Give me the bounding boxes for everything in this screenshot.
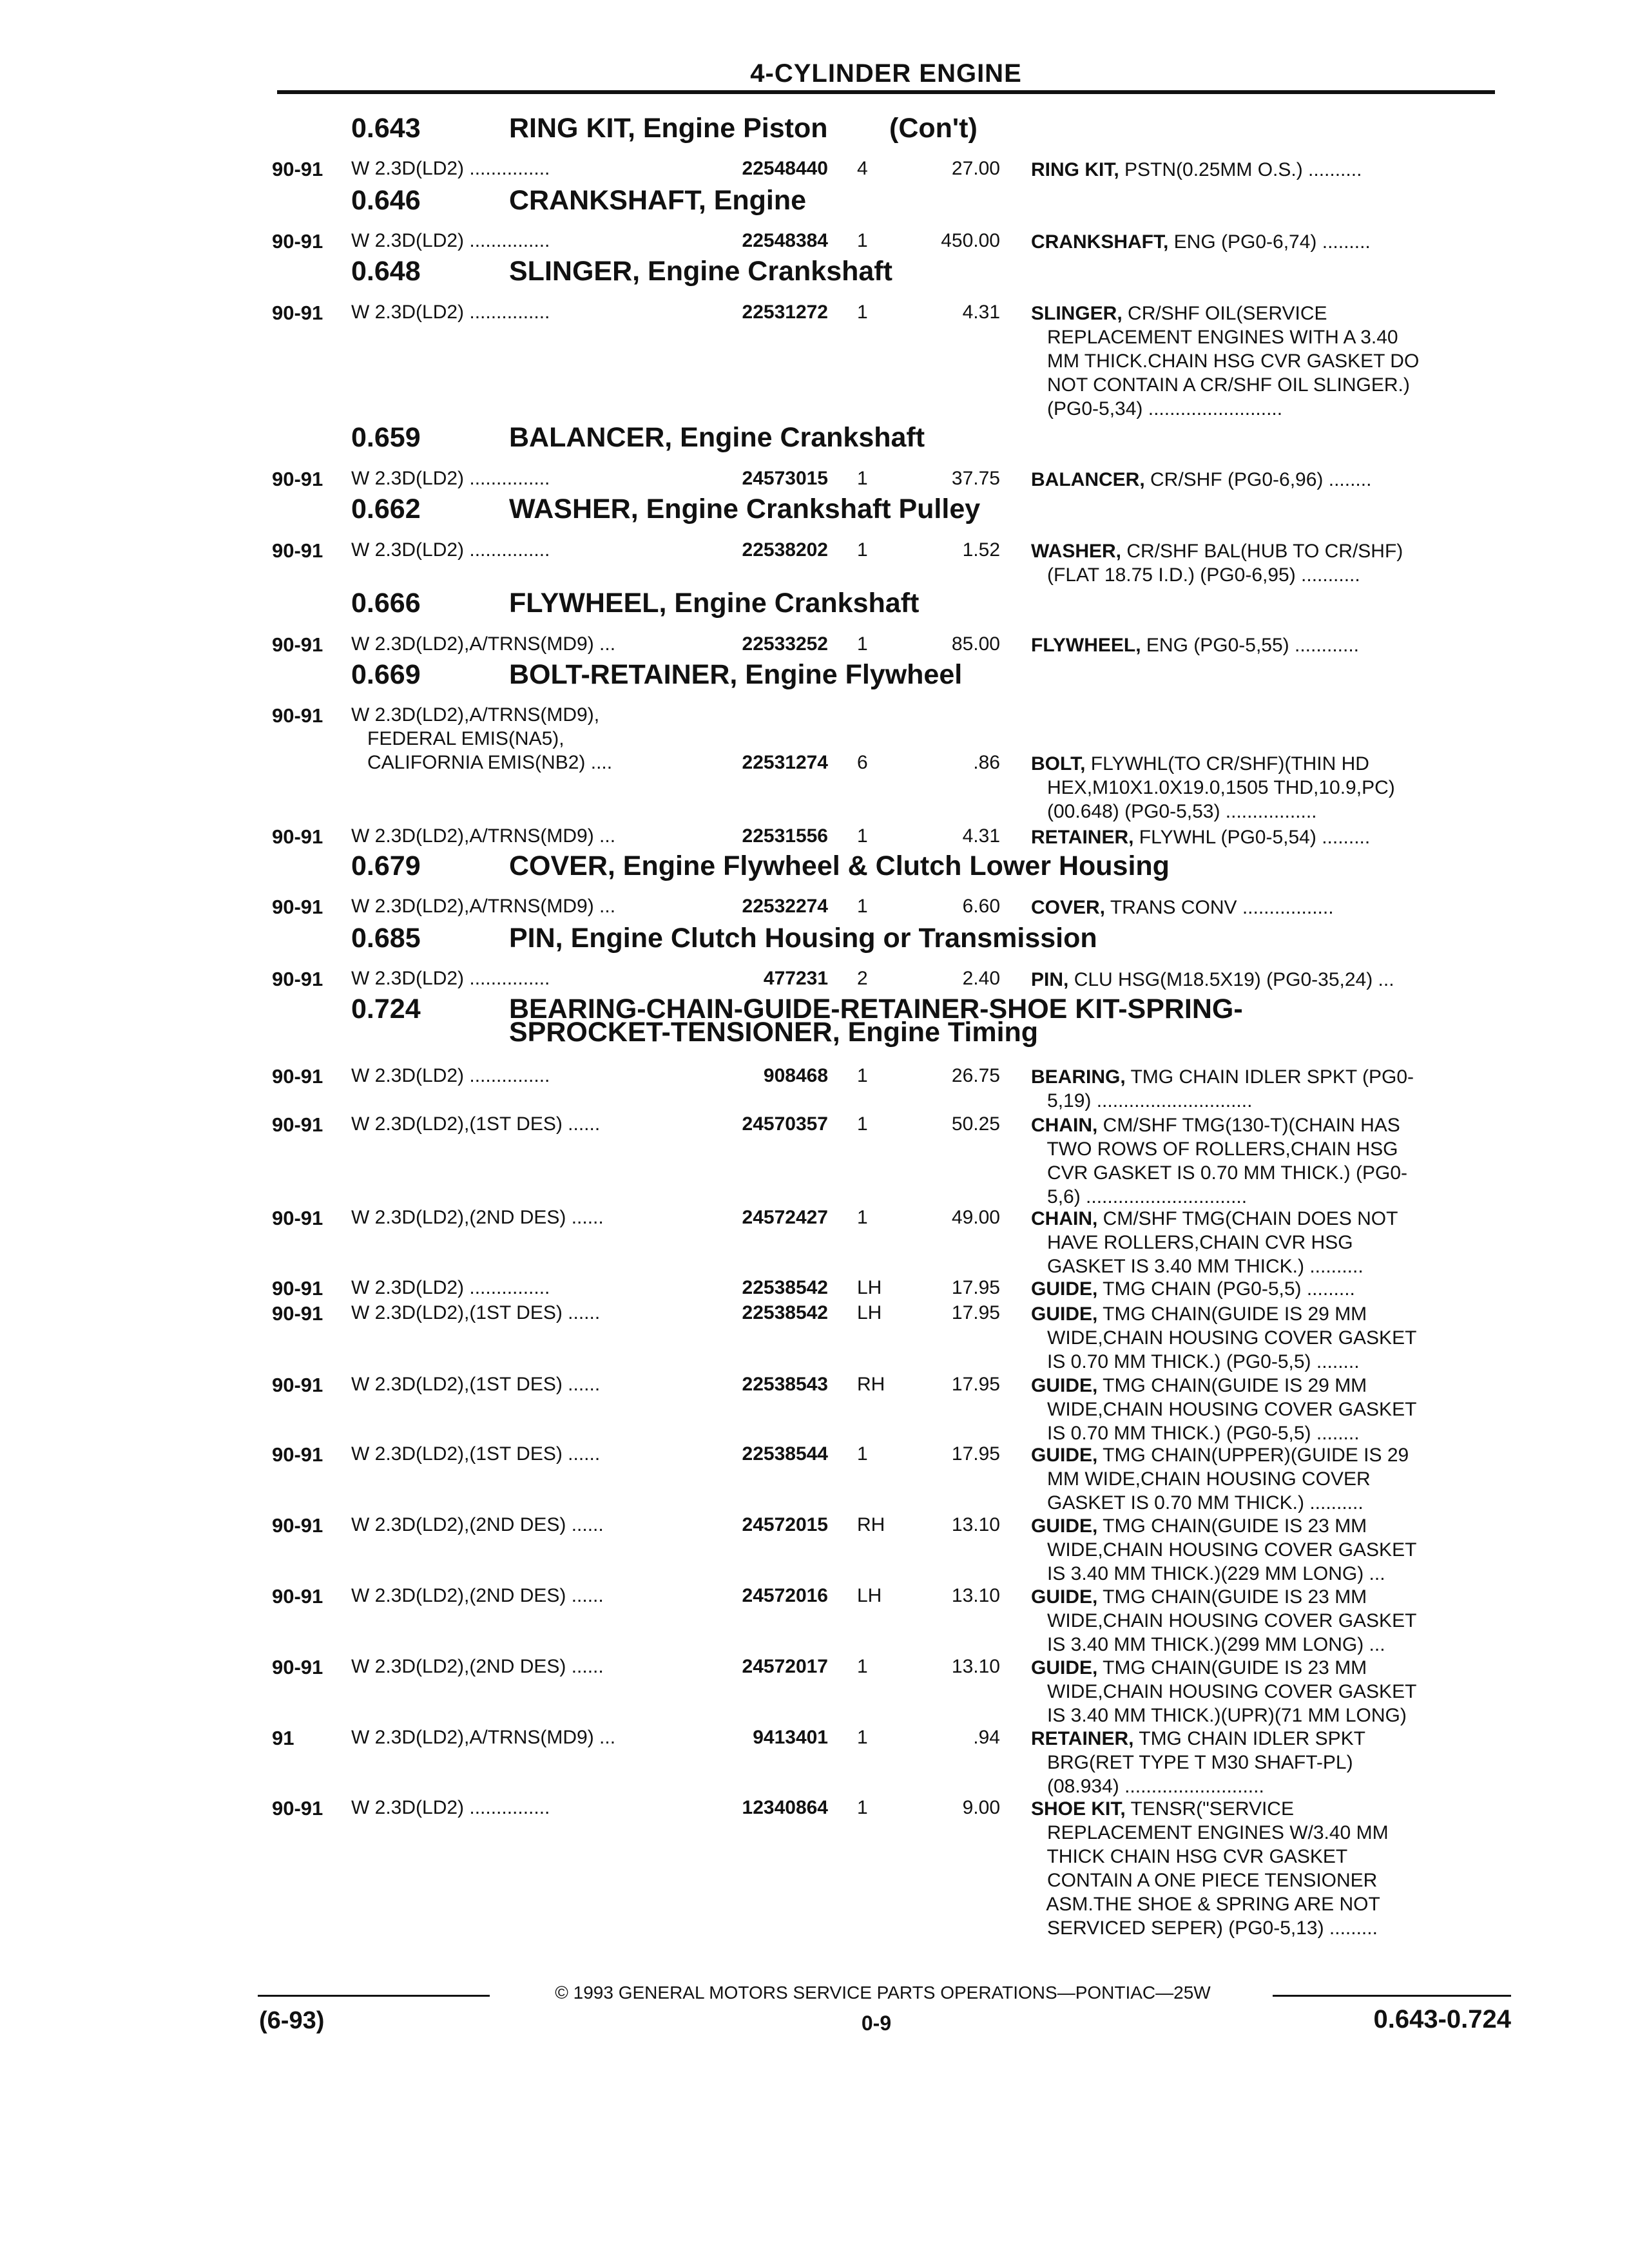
description-line xyxy=(1031,825,1370,849)
description-line xyxy=(1031,373,1419,397)
model-year: 90-91 xyxy=(272,539,323,562)
description-line xyxy=(1031,1231,1398,1254)
quantity: 2 xyxy=(857,968,868,989)
section-title: WASHER, Engine Crankshaft Pulley xyxy=(509,494,981,524)
model-year: 90-91 xyxy=(272,1065,323,1088)
description-line xyxy=(1031,1491,1409,1515)
price: 17.95 xyxy=(951,1443,1000,1465)
section-title: BEARING-CHAIN-GUIDE-RETAINER-SHOE KIT-SPRING- xyxy=(509,994,1243,1024)
description-text: TMG CHAIN(GUIDE IS 23 MM xyxy=(1097,1515,1367,1537)
description-lead: GUIDE, xyxy=(1031,1515,1098,1537)
model-year: 90-91 xyxy=(272,1797,323,1820)
description-line xyxy=(1031,752,1395,776)
description-text: CM/SHF TMG(CHAIN DOES NOT xyxy=(1097,1208,1398,1229)
quantity: 1 xyxy=(857,1727,868,1748)
description-line xyxy=(1031,1633,1416,1657)
application: W 2.3D(LD2) ............... xyxy=(351,968,550,989)
description-text: 5,19) ............................. xyxy=(1031,1090,1253,1111)
model-year: 90-91 xyxy=(272,1374,323,1396)
description-lead: BEARING, xyxy=(1031,1066,1126,1088)
part-number: 24570357 xyxy=(742,1113,828,1135)
description-line xyxy=(1031,1254,1398,1278)
description-text: CM/SHF TMG(130-T)(CHAIN HAS xyxy=(1097,1115,1400,1136)
model-year: 91 xyxy=(272,1727,294,1749)
description-line xyxy=(1031,230,1371,254)
description-lead: GUIDE, xyxy=(1031,1586,1098,1608)
part-number: 22538542 xyxy=(742,1277,828,1298)
footer-rule-right xyxy=(1273,1995,1511,1997)
description-text: TMG CHAIN(GUIDE IS 23 MM xyxy=(1097,1586,1367,1608)
application: W 2.3D(LD2) ............... xyxy=(351,1065,550,1086)
description-text: GASKET IS 3.40 MM THICK.) .......... xyxy=(1031,1256,1364,1277)
description-lead: COVER, xyxy=(1031,897,1106,918)
description-line xyxy=(1031,1845,1389,1869)
quantity: 1 xyxy=(857,1797,868,1818)
description-text: ENG (PG0-6,74) ......... xyxy=(1168,231,1371,253)
description-text: 5,6) .............................. xyxy=(1031,1186,1248,1207)
section-number: 0.643 xyxy=(351,113,421,144)
price: 13.10 xyxy=(951,1585,1000,1606)
description-text: CR/SHF (PG0-6,96) ........ xyxy=(1144,469,1372,490)
description-line xyxy=(1031,158,1362,182)
model-year: 90-91 xyxy=(272,1302,323,1325)
description-text: FLYWHL(TO CR/SHF)(THIN HD xyxy=(1085,753,1369,774)
description-line xyxy=(1031,1065,1414,1089)
section-number: 0.646 xyxy=(351,185,421,216)
description-line xyxy=(1031,1350,1416,1374)
description-line xyxy=(1031,563,1403,587)
description-text: IS 0.70 MM THICK.) (PG0-5,5) ........ xyxy=(1031,1351,1360,1372)
application: W 2.3D(LD2),A/TRNS(MD9) ... xyxy=(351,633,616,655)
price: 6.60 xyxy=(962,896,1000,917)
description-text: CR/SHF OIL(SERVICE xyxy=(1122,303,1327,324)
part-description xyxy=(1031,1207,1398,1278)
model-year: 90-91 xyxy=(272,1113,323,1136)
description-lead: GUIDE, xyxy=(1031,1375,1098,1396)
application: W 2.3D(LD2),(2ND DES) ...... xyxy=(351,1207,604,1228)
application: W 2.3D(LD2) ............... xyxy=(351,230,550,251)
quantity: 1 xyxy=(857,468,868,489)
description-lead: SLINGER, xyxy=(1031,303,1123,324)
description-text: ENG (PG0-5,55) ............ xyxy=(1141,635,1360,656)
price: 85.00 xyxy=(951,633,1000,655)
description-line xyxy=(1031,325,1419,349)
part-number: 22533252 xyxy=(742,633,828,655)
description-lead: RETAINER, xyxy=(1031,1728,1134,1749)
description-line xyxy=(1031,1113,1407,1137)
footer-copyright: © 1993 GENERAL MOTORS SERVICE PARTS OPERATIONS—PONTIAC—25W xyxy=(555,1983,1211,2003)
description-text: IS 3.40 MM THICK.)(299 MM LONG) ... xyxy=(1031,1634,1385,1655)
part-description xyxy=(1031,302,1419,421)
description-text: MM THICK.CHAIN HSG CVR GASKET DO xyxy=(1031,351,1420,372)
price: 27.00 xyxy=(951,158,1000,179)
description-line xyxy=(1031,1916,1389,1940)
description-text: TRANS CONV ................. xyxy=(1105,897,1334,918)
quantity: 6 xyxy=(857,752,868,773)
model-year: 90-91 xyxy=(272,230,323,253)
description-lead: CRANKSHAFT, xyxy=(1031,231,1169,253)
section-title: BALANCER, Engine Crankshaft xyxy=(509,422,925,453)
part-description xyxy=(1031,633,1359,657)
section-number: 0.685 xyxy=(351,923,421,954)
description-line xyxy=(1031,776,1395,800)
part-description xyxy=(1031,230,1371,254)
price: 2.40 xyxy=(962,968,1000,989)
application: W 2.3D(LD2),(1ST DES) ...... xyxy=(351,1302,601,1323)
application: W 2.3D(LD2),(1ST DES) ...... xyxy=(351,1113,601,1135)
description-line xyxy=(1031,1751,1365,1774)
description-text: TENSR("SERVICE xyxy=(1125,1798,1294,1820)
application: W 2.3D(LD2) ............... xyxy=(351,302,550,323)
part-description xyxy=(1031,1656,1416,1727)
description-line xyxy=(1031,302,1419,325)
description-line xyxy=(1031,1089,1414,1113)
price: 4.31 xyxy=(962,302,1000,323)
description-text: REPLACEMENT ENGINES WITH A 3.40 xyxy=(1031,327,1398,348)
description-lead: SHOE KIT, xyxy=(1031,1798,1126,1820)
section-title: COVER, Engine Flywheel & Clutch Lower Housing xyxy=(509,850,1170,881)
section-title: FLYWHEEL, Engine Crankshaft xyxy=(509,588,920,619)
application: W 2.3D(LD2) ............... xyxy=(351,468,550,489)
model-year: 90-91 xyxy=(272,896,323,918)
description-lead: CHAIN, xyxy=(1031,1115,1098,1136)
description-text: REPLACEMENT ENGINES W/3.40 MM xyxy=(1031,1822,1389,1843)
description-text: TMG CHAIN(GUIDE IS 29 MM xyxy=(1097,1303,1367,1325)
description-line xyxy=(1031,1609,1416,1633)
description-line xyxy=(1031,1443,1409,1467)
description-line xyxy=(1031,1797,1389,1821)
price: 17.95 xyxy=(951,1302,1000,1323)
description-text: TWO ROWS OF ROLLERS,CHAIN HSG xyxy=(1031,1139,1398,1160)
description-text: TMG CHAIN(UPPER)(GUIDE IS 29 xyxy=(1097,1445,1409,1466)
section-number: 0.679 xyxy=(351,850,421,881)
model-year: 90-91 xyxy=(272,1207,323,1229)
quantity: 1 xyxy=(857,302,868,323)
description-text: HEX,M10X1.0X19.0,1505 THD,10.9,PC) xyxy=(1031,777,1395,798)
section-title-line2: SPROCKET-TENSIONER, Engine Timing xyxy=(509,1017,1039,1048)
part-number: 22538544 xyxy=(742,1443,828,1465)
header-rule xyxy=(277,90,1495,94)
description-line xyxy=(1031,1869,1389,1892)
description-line xyxy=(1031,800,1395,823)
description-lead: GUIDE, xyxy=(1031,1445,1098,1466)
description-text: PSTN(0.25MM O.S.) .......... xyxy=(1119,159,1362,180)
part-description xyxy=(1031,1302,1416,1374)
description-line xyxy=(1031,1514,1416,1538)
part-description xyxy=(1031,1277,1355,1301)
section-title: BOLT-RETAINER, Engine Flywheel xyxy=(509,659,963,690)
description-text: SERVICED SEPER) (PG0-5,13) ......... xyxy=(1031,1917,1378,1939)
description-lead: RING KIT, xyxy=(1031,159,1119,180)
model-year: 90-91 xyxy=(272,158,323,180)
description-text: (00.648) (PG0-5,53) ................. xyxy=(1031,801,1317,822)
description-lead: GUIDE, xyxy=(1031,1657,1098,1678)
model-year: 90-91 xyxy=(272,1443,323,1466)
description-text: NOT CONTAIN A CR/SHF OIL SLINGER.) xyxy=(1031,374,1410,396)
application: W 2.3D(LD2),A/TRNS(MD9) ... xyxy=(351,896,616,917)
application: W 2.3D(LD2),(1ST DES) ...... xyxy=(351,1443,601,1465)
description-line xyxy=(1031,1892,1389,1916)
description-text: CLU HSG(M18.5X19) (PG0-35,24) ... xyxy=(1068,969,1394,990)
application: W 2.3D(LD2),A/TRNS(MD9) ... xyxy=(351,1727,616,1748)
part-number: 24572015 xyxy=(742,1514,828,1535)
part-description xyxy=(1031,158,1362,182)
page-header: 4-CYLINDER ENGINE xyxy=(750,59,1022,88)
price: .86 xyxy=(973,752,1000,773)
section-title: PIN, Engine Clutch Housing or Transmission xyxy=(509,923,1097,954)
description-line xyxy=(1031,1207,1398,1231)
description-line xyxy=(1031,633,1359,657)
description-text: WIDE,CHAIN HOUSING COVER GASKET xyxy=(1031,1539,1417,1561)
part-description xyxy=(1031,752,1395,823)
quantity: 4 xyxy=(857,158,868,179)
part-description xyxy=(1031,1797,1389,1940)
quantity: 1 xyxy=(857,1113,868,1135)
description-line xyxy=(1031,1467,1409,1491)
part-number: 24572427 xyxy=(742,1207,828,1228)
quantity: 1 xyxy=(857,896,868,917)
section-title: RING KIT, Engine Piston xyxy=(509,113,828,144)
section-number: 0.666 xyxy=(351,588,421,619)
part-description xyxy=(1031,539,1403,587)
description-line xyxy=(1031,539,1403,563)
model-year: 90-91 xyxy=(272,302,323,324)
model-year: 90-91 xyxy=(272,1656,323,1678)
application: W 2.3D(LD2),(1ST DES) ...... xyxy=(351,1374,601,1395)
quantity: RH xyxy=(857,1374,885,1395)
part-number: 12340864 xyxy=(742,1797,828,1818)
description-text: MM WIDE,CHAIN HOUSING COVER xyxy=(1031,1468,1371,1490)
description-text: TMG CHAIN(GUIDE IS 29 MM xyxy=(1097,1375,1367,1396)
description-line xyxy=(1031,1704,1416,1727)
part-description xyxy=(1031,468,1371,492)
description-line xyxy=(1031,896,1334,919)
description-line xyxy=(1031,1137,1407,1161)
model-year: 90-91 xyxy=(272,1585,323,1608)
part-description xyxy=(1031,1727,1365,1798)
part-number: 908468 xyxy=(763,1065,828,1086)
part-number: 24572016 xyxy=(742,1585,828,1606)
description-line xyxy=(1031,349,1419,373)
application: FEDERAL EMIS(NA5), xyxy=(351,728,564,749)
price: 17.95 xyxy=(951,1277,1000,1298)
description-lead: WASHER, xyxy=(1031,541,1122,562)
description-line xyxy=(1031,1302,1416,1326)
description-line xyxy=(1031,1774,1365,1798)
description-lead: GUIDE, xyxy=(1031,1278,1098,1300)
description-text: FLYWHL (PG0-5,54) ......... xyxy=(1133,827,1371,848)
section-number: 0.662 xyxy=(351,494,421,524)
part-number: 24573015 xyxy=(742,468,828,489)
description-lead: PIN, xyxy=(1031,969,1069,990)
application: W 2.3D(LD2),A/TRNS(MD9), xyxy=(351,704,600,726)
section-number: 0.724 xyxy=(351,994,421,1024)
model-year: 90-91 xyxy=(272,968,323,990)
section-title: SLINGER, Engine Crankshaft xyxy=(509,256,892,287)
description-text: ASM.THE SHOE & SPRING ARE NOT xyxy=(1031,1894,1380,1915)
description-text: TMG CHAIN (PG0-5,5) ......... xyxy=(1097,1278,1355,1300)
description-line xyxy=(1031,1585,1416,1609)
description-line xyxy=(1031,1727,1365,1751)
part-number: 24572017 xyxy=(742,1656,828,1677)
quantity: 1 xyxy=(857,825,868,847)
description-line xyxy=(1031,968,1394,992)
description-text: HAVE ROLLERS,CHAIN CVR HSG xyxy=(1031,1232,1353,1253)
quantity: 1 xyxy=(857,1065,868,1086)
footer-section-range: 0.643-0.724 xyxy=(1373,2005,1511,2033)
price: 17.95 xyxy=(951,1374,1000,1395)
description-text: WIDE,CHAIN HOUSING COVER GASKET xyxy=(1031,1610,1417,1631)
description-text: CR/SHF BAL(HUB TO CR/SHF) xyxy=(1121,541,1403,562)
part-number: 22531272 xyxy=(742,302,828,323)
part-number: 22531274 xyxy=(742,752,828,773)
description-text: WIDE,CHAIN HOUSING COVER GASKET xyxy=(1031,1681,1417,1702)
description-text: IS 0.70 MM THICK.) (PG0-5,5) ........ xyxy=(1031,1423,1360,1444)
application: CALIFORNIA EMIS(NB2) .... xyxy=(351,752,613,773)
price: 1.52 xyxy=(962,539,1000,561)
section-number: 0.669 xyxy=(351,659,421,690)
model-year: 90-91 xyxy=(272,1277,323,1300)
price: .94 xyxy=(973,1727,1000,1748)
model-year: 90-91 xyxy=(272,825,323,848)
part-number: 22548440 xyxy=(742,158,828,179)
price: 49.00 xyxy=(951,1207,1000,1228)
description-lead: GUIDE, xyxy=(1031,1303,1098,1325)
quantity: 1 xyxy=(857,633,868,655)
part-number: 22538542 xyxy=(742,1302,828,1323)
description-text: TMG CHAIN IDLER SPKT (PG0- xyxy=(1125,1066,1414,1088)
quantity: 1 xyxy=(857,1207,868,1228)
description-text: WIDE,CHAIN HOUSING COVER GASKET xyxy=(1031,1327,1417,1349)
description-text: GASKET IS 0.70 MM THICK.) .......... xyxy=(1031,1492,1364,1514)
application: W 2.3D(LD2) ............... xyxy=(351,1797,550,1818)
description-lead: FLYWHEEL, xyxy=(1031,635,1141,656)
description-text: WIDE,CHAIN HOUSING COVER GASKET xyxy=(1031,1399,1417,1420)
application: W 2.3D(LD2),A/TRNS(MD9) ... xyxy=(351,825,616,847)
price: 26.75 xyxy=(951,1065,1000,1086)
footer-rule-left xyxy=(258,1995,490,1997)
description-line xyxy=(1031,1326,1416,1350)
part-description xyxy=(1031,825,1370,849)
description-line xyxy=(1031,1680,1416,1704)
model-year: 90-91 xyxy=(272,704,323,727)
quantity: 1 xyxy=(857,1443,868,1465)
footer-date: (6-93) xyxy=(259,2007,325,2034)
description-text: THICK CHAIN HSG CVR GASKET xyxy=(1031,1846,1348,1867)
part-description xyxy=(1031,1585,1416,1657)
part-number: 22532274 xyxy=(742,896,828,917)
model-year: 90-91 xyxy=(272,1514,323,1537)
description-line xyxy=(1031,1374,1416,1398)
description-lead: BALANCER, xyxy=(1031,469,1145,490)
description-text: (FLAT 18.75 I.D.) (PG0-6,95) ........... xyxy=(1031,564,1360,586)
part-description xyxy=(1031,1514,1416,1586)
description-line xyxy=(1031,1277,1355,1301)
price: 4.31 xyxy=(962,825,1000,847)
application: W 2.3D(LD2),(2ND DES) ...... xyxy=(351,1656,604,1677)
application: W 2.3D(LD2) ............... xyxy=(351,539,550,561)
description-line xyxy=(1031,1656,1416,1680)
description-lead: RETAINER, xyxy=(1031,827,1134,848)
part-description xyxy=(1031,968,1394,992)
quantity: LH xyxy=(857,1302,882,1323)
description-line xyxy=(1031,397,1419,421)
description-line xyxy=(1031,1562,1416,1586)
description-line xyxy=(1031,468,1371,492)
description-text: TMG CHAIN IDLER SPKT xyxy=(1133,1728,1365,1749)
price: 9.00 xyxy=(962,1797,1000,1818)
section-continued: (Con't) xyxy=(889,113,978,144)
part-number: 22538202 xyxy=(742,539,828,561)
price: 13.10 xyxy=(951,1514,1000,1535)
description-line xyxy=(1031,1161,1407,1185)
part-number: 22548384 xyxy=(742,230,828,251)
description-text: (PG0-5,34) ......................... xyxy=(1031,398,1283,419)
application: W 2.3D(LD2) ............... xyxy=(351,158,550,179)
quantity: 1 xyxy=(857,230,868,251)
description-text: CONTAIN A ONE PIECE TENSIONER xyxy=(1031,1870,1378,1891)
description-text: (08.934) .......................... xyxy=(1031,1776,1264,1797)
section-number: 0.659 xyxy=(351,422,421,453)
model-year: 90-91 xyxy=(272,633,323,656)
description-text: BRG(RET TYPE T M30 SHAFT-PL) xyxy=(1031,1752,1353,1773)
section-title: CRANKSHAFT, Engine xyxy=(509,185,807,216)
part-description xyxy=(1031,1113,1407,1209)
quantity: 1 xyxy=(857,1656,868,1677)
price: 50.25 xyxy=(951,1113,1000,1135)
description-text: IS 3.40 MM THICK.)(229 MM LONG) ... xyxy=(1031,1563,1385,1584)
price: 13.10 xyxy=(951,1656,1000,1677)
quantity: LH xyxy=(857,1277,882,1298)
part-number: 22531556 xyxy=(742,825,828,847)
quantity: RH xyxy=(857,1514,885,1535)
model-year: 90-91 xyxy=(272,468,323,490)
part-description xyxy=(1031,896,1334,919)
part-description xyxy=(1031,1065,1414,1113)
application: W 2.3D(LD2),(2ND DES) ...... xyxy=(351,1514,604,1535)
part-description xyxy=(1031,1443,1409,1515)
quantity: 1 xyxy=(857,539,868,561)
part-number: 477231 xyxy=(763,968,828,989)
part-description xyxy=(1031,1374,1416,1445)
quantity: LH xyxy=(857,1585,882,1606)
application: W 2.3D(LD2),(2ND DES) ...... xyxy=(351,1585,604,1606)
description-text: TMG CHAIN(GUIDE IS 23 MM xyxy=(1097,1657,1367,1678)
description-line xyxy=(1031,1185,1407,1209)
description-lead: BOLT, xyxy=(1031,753,1086,774)
price: 37.75 xyxy=(951,468,1000,489)
application: W 2.3D(LD2) ............... xyxy=(351,1277,550,1298)
part-number: 9413401 xyxy=(753,1727,828,1748)
description-line xyxy=(1031,1421,1416,1445)
section-number: 0.648 xyxy=(351,256,421,287)
description-line xyxy=(1031,1398,1416,1421)
description-line xyxy=(1031,1821,1389,1845)
description-line xyxy=(1031,1538,1416,1562)
part-number: 22538543 xyxy=(742,1374,828,1395)
description-lead: CHAIN, xyxy=(1031,1208,1098,1229)
description-text: IS 3.40 MM THICK.)(UPR)(71 MM LONG) xyxy=(1031,1705,1407,1726)
description-text: CVR GASKET IS 0.70 MM THICK.) (PG0- xyxy=(1031,1162,1408,1184)
footer-page-number: 0-9 xyxy=(861,2012,892,2035)
price: 450.00 xyxy=(941,230,1000,251)
